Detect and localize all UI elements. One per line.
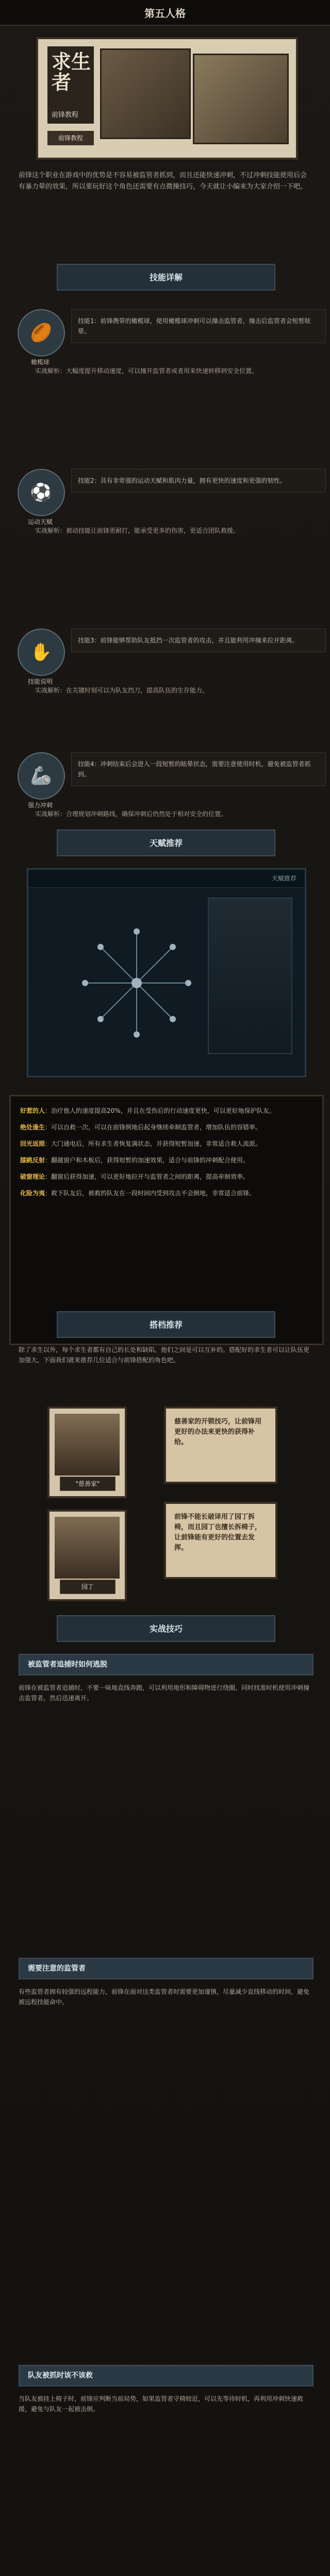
intro-text: 前锋这个职业在游戏中的优势是不容易被监管者抓到，而且还能快速冲刺，不过冲刺技能使用后会有暴力晕的效果，所以要玩好这个角色还需要有点微操技巧，今天就让小编来为大家介绍一下吧。 [19,172,307,191]
combo-character-card-2 [47,1510,127,1601]
talent-text: ：可以自救一次，可以在前锋倒地后起身继续牵制监管者，增加队伍的容错率。 [45,1124,262,1131]
talent-line-6 [20,1188,313,1198]
talent-text: ：救下队友后，被救的队友在一段时间内受到攻击不会倒地，非常适合前锋。 [45,1190,256,1197]
talent-text: ：翻越窗户和木板后，获得短暂的加速效果，适合与前锋的冲刺配合使用。 [45,1157,250,1164]
character-portrait [208,897,292,1054]
skill-card-2 [18,469,312,572]
combo-character-portrait [55,1517,120,1579]
skill-box: 技能3：前锋能够帮助队友抵挡一次监管者的攻击，并且能利用冲撞来拉开距离。 [71,629,326,652]
section-title-combo-label: 搭档推荐 [149,1320,183,1330]
skill-name: 强力冲刺 [27,802,53,809]
section-title-skills [57,264,275,291]
tip-bar-title: 队友被抓时该不该救 [28,2371,93,2380]
section-title-tips [57,1615,275,1642]
talent-line-3 [20,1139,313,1149]
hero-banner [36,37,298,160]
skill-name: 技能说明 [27,678,53,685]
skill-box: 技能2：具有非常强的运动天赋和肌肉力量，拥有更快的速度和更强的韧性。 [71,469,326,493]
hero-logo [47,46,94,124]
combo-character-portrait [55,1414,120,1476]
section-title-combo [57,1311,275,1338]
talent-description-panel [9,1095,324,1345]
talent-name: 绝处逢生 [20,1124,45,1131]
skill-detail: 实战解析：被动技能让前锋更耐打，能承受更多的伤害，更适合团队救援。 [35,527,240,534]
tip-bar-2 [19,1958,314,1979]
talent-name: 好惹的人 [20,1107,45,1114]
skill-name: 橄榄球 [30,359,50,366]
arm-icon: 🦾 [18,752,65,800]
talent-tree-frame [27,868,306,1077]
talent-line-1 [20,1106,313,1116]
rugby-ball-icon: 🏉 [18,309,65,357]
combo-character-tag: 园丁 [60,1580,116,1594]
section-title-skills-label: 技能详解 [149,273,183,282]
hero-tag: 前锋教程 [47,131,94,145]
talent-description-list [20,1106,313,1205]
hero-art-left [100,48,191,139]
skill-box: 技能4：冲刺结束后会进入一段短暂的眩晕状态，需要注意使用时机，避免被监管者抓到。 [71,752,326,786]
hero-logo-text: 求生者 [52,50,91,94]
page-title: 第五人格 [144,7,186,20]
tip-bar-title: 需要注意的监管者 [28,1964,86,1973]
talent-frame-title: 天赋推荐 [271,875,296,882]
combo-note-2: 前锋不能长破译用了园丁拆椅，而且园丁也擅长拆椅子，让前锋能有更好的位置去发挥。 [164,1502,277,1579]
soccer-ball-icon: ⚽ [18,469,65,516]
talent-name: 回光返照 [20,1140,45,1147]
tip-bar-title: 被监管者追捕时如何逃脱 [28,1660,107,1669]
tip-text-3: 当队友被挂上椅子时，前锋应判断当前局势，如果监管者守椅较近，可以先等待时机，再利用冲刺快速救援，避免与队友一起被击倒。 [19,2395,304,2413]
hand-icon: ✋ [18,629,65,676]
section-title-talent-label: 天赋推荐 [149,838,183,848]
skill-card-3 [18,629,312,732]
skill-detail: 实战解析：在关键时刻可以为队友挡刀，提高队伍的生存能力。 [35,687,209,694]
talent-tree-graphic [64,916,209,1050]
section-title-talent [57,829,275,856]
section-title-tips-label: 实战技巧 [149,1624,183,1634]
talent-name: 化险为夷 [20,1190,45,1197]
talent-text: ：翻窗后获得加速，可以更好地拉开与监管者之间的距离，提高牵制效率。 [45,1173,250,1180]
tip-text-1: 前锋在被监管者追捕时，不要一味地直线奔跑，可以利用地形和障碍物进行绕圈，同时找准时机使用冲刺撞击监管者，然后迅速离开。 [19,1684,310,1702]
combo-note-1: 慈善家的开锁技巧，让前锋用更好的办法来更快的获得补给。 [164,1406,277,1484]
talent-line-2 [20,1122,313,1132]
combo-character-card-1 [47,1406,127,1498]
talent-frame-header [28,870,305,888]
tip-bar-3 [19,2365,314,2386]
talent-line-4 [20,1155,313,1165]
skill-name: 运动天赋 [27,518,53,526]
tip-bar-1 [19,1654,314,1675]
tip-text-2: 有些监管者拥有较强的远程能力，前锋在面对这类监管者时需要更加谨慎，尽量减少直线移动的时间，避免被远程技能命中。 [19,1988,310,2006]
talent-text: ：治疗他人的速度提高20%，并且在受伤后的行动速度更快，可以更好地保护队友。 [45,1107,275,1114]
skill-detail: 实战解析：大幅度提升移动速度，可以撞开监管者或者用来快速转移到安全位置。 [35,367,258,375]
hero-logo-subtext: 前锋教程 [52,111,79,119]
talent-line-5 [20,1172,313,1182]
talent-text: ：大门通电后，所有求生者恢复满状态，并获得短暂加速，非常适合救人流派。 [45,1140,262,1147]
combo-character-tag: "慈善家" [60,1477,116,1491]
talent-name: 膝跳反射 [20,1157,45,1164]
top-bar [0,0,330,26]
talent-name: 破窗理论 [20,1173,45,1180]
hero-art-right [193,54,289,144]
combo-intro: 除了求生以外，每个求生者都有自己的长处和缺陷，他们之间是可以互补的。搭配好的求生者可以让队伍更加强大，下面我们就来推荐几位适合与前锋搭配的角色吧。 [19,1346,310,1364]
skill-detail: 实战解析：合理规划冲刺路线，确保冲刺后仍然处于相对安全的位置。 [35,810,227,818]
skill-box: 技能1：前锋携带的橄榄球，使用橄榄球冲刺可以撞击监管者，撞击后监管者会短暂眩晕。 [71,309,326,343]
skill-card-1 [18,309,312,412]
